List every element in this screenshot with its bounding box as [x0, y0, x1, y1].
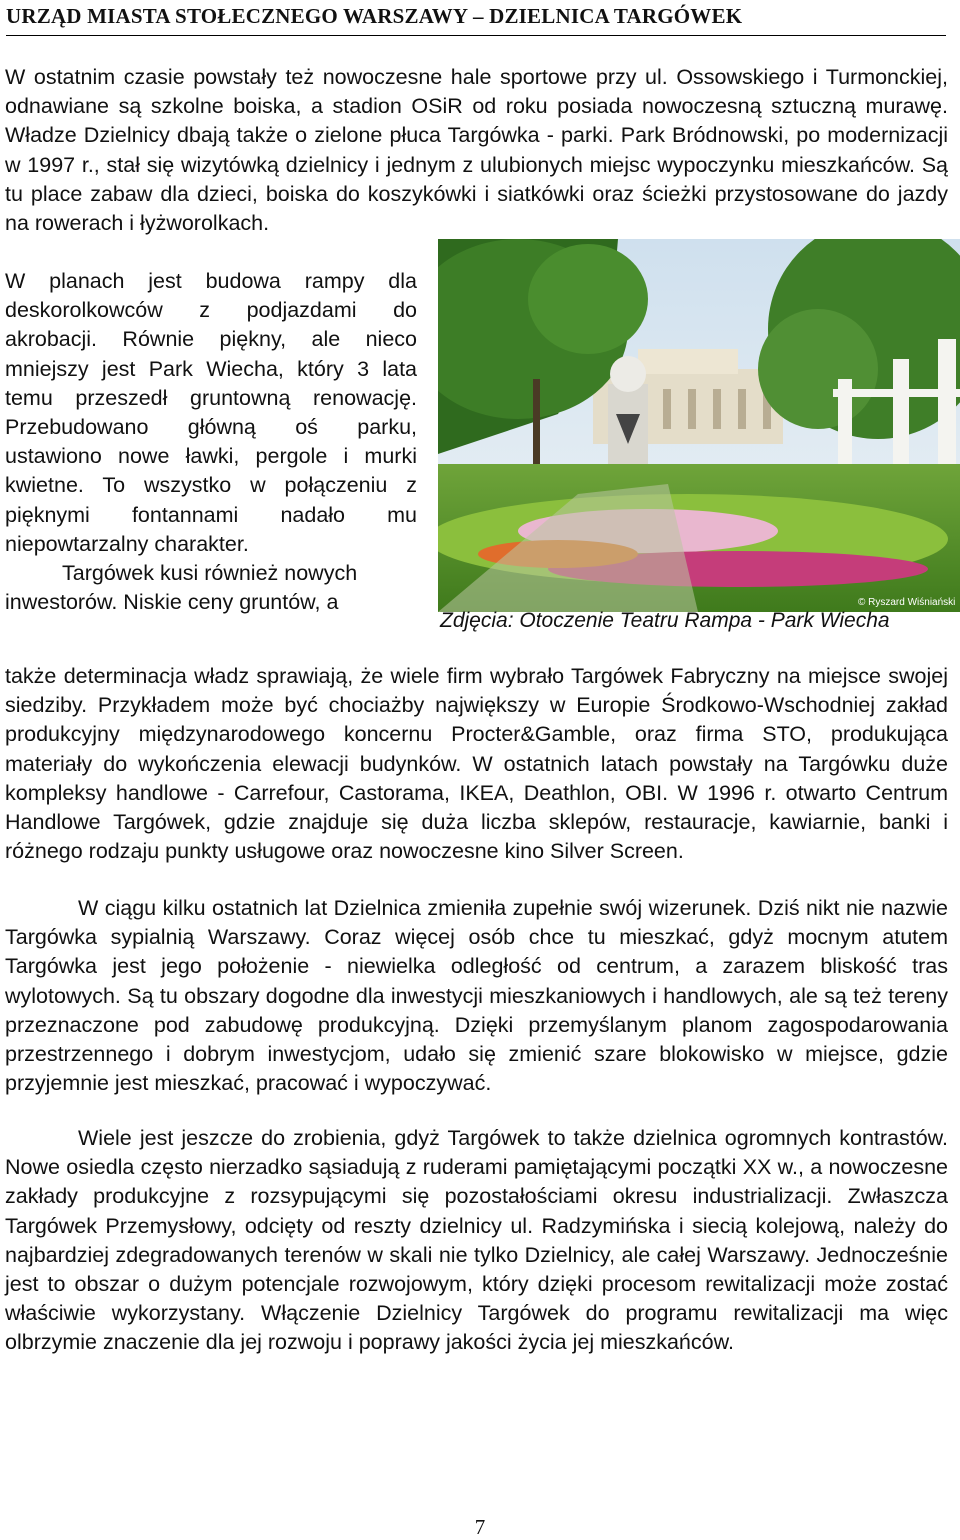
paragraph-parks: W ostatnim czasie powstały też nowoczesne hale sportowe przy ul. Ossowskiego i Turmonckiej, odnawiane są szkolne boiska, a stadion OSiR od roku posiada nowoczesną sztuczną murawę. Władze Dzielnicy dbają także o zielone płuca Targówka - parki. Park Bródnowski, po modernizacji w 1997 r., stał się wizytówką dzielnicy i jednym z ulubionych miejsc wypoczynku mieszkańców. Są tu place zabaw dla dzieci, boiska do koszykówki i siatkówki oraz ścieżki przystosowane do jazdy na rowerach i łyżworolkach.	[5, 65, 948, 236]
paragraph-investors: także determinacja władz sprawiają, że wiele firm wybrało Targówek Fabryczny na miejsce swojej siedziby. Przykładem może być chociażby największy w Europie Środkowo-Wschodniej zakład produkcyjny międzynarodowego koncernu Procter&Gamble, oraz firma STO, produkująca materiały do wykończenia elewacji budynków. W ostatnich latach powstały na Targówku duże kompleksy handlowe - Carrefour, Castorama, IKEA, Deathlon, OBI. W 1996 r. otwarto Centrum Handlowe Targówek, gdzie znajduje się duża liczba sklepów, restauracje, kawiarnie, banki i różnego rodzaju punkty usługowe oraz nowoczesne kino Silver Screen.	[5, 664, 948, 864]
park-wiecha-photo	[438, 239, 960, 612]
document-header: URZĄD MIASTA STOŁECZNEGO WARSZAWY – DZIELNICA TARGÓWEK	[6, 4, 946, 36]
left-column-text	[5, 267, 417, 617]
paragraph-investors-start: Targówek kusi również nowych inwestorów. Niskie ceny gruntów, a	[5, 561, 358, 615]
photo-caption: Zdjęcia: Otoczenie Teatru Rampa - Park Wiecha	[440, 609, 890, 632]
page-number: 7	[474, 1515, 486, 1539]
paragraph-image-change: W ciągu kilku ostatnich lat Dzielnica zmieniła zupełnie swój wizerunek. Dziś nikt nie nazwie Targówka sypialnią Warszawy. Coraz więcej osób chce tu mieszkać, gdyż mocnym atutem Targówka jest jego położenie - niewielka odległość od centrum, a zarazem bliskość tras wylotowych. Są tu obszary dogodne dla inwestycji mieszkaniowych i handlowych, ale są też tereny przeznaczone pod zabudowę produkcyjną. Dzięki przemyślanym planom zagospodarowania przestrzennego i dobrym inwestycjom, udało się zmienić szare blokowisko w miejsce, gdzie przyjemnie jest mieszkać, pracować i wypoczywać.	[5, 896, 948, 1096]
paragraph-park-wiecha: W planach jest budowa rampy dla deskorolkowców z podjazdami do akrobacji. Równie piękny, ale nieco mniejszy jest Park Wiecha, który 3 lata temu przeszedł gruntowną renowację. Przebudowano główną oś parku, ustawiono nowe ławki, pergole i murki kwietne. To wszystko w połączeniu z pięknymi fontannami nadało mu niepowtarzalny charakter.	[5, 269, 417, 556]
photo-watermark: © Ryszard Wiśniański	[858, 597, 956, 608]
paragraph-contrasts: Wiele jest jeszcze do zrobienia, gdyż Targówek to także dzielnica ogromnych kontrastów. Nowe osiedla często nierzadko sąsiadują z ruderami pamiętającymi początki XX w., a nowoczesne zakłady produkcyjne z rozsypującymi się pozostałościami okresu industrializacji. Zwłaszcza Targówek Przemysłowy, odcięty od reszty dzielnicy ul. Radzymińska i siecią kolejową, należy do najbardziej zdegradowanych terenów w skali nie tylko Dzielnicy, ale całej Warszawy. Jednocześnie jest to obszar o dużym potencjale rozwojowym, który dzięki procesom rewitalizacji może zostać właściwie wykorzystany. Włączenie Dzielnicy Targówek do programu rewitalizacji ma więc olbrzymie znaczenie dla jej rozwoju i poprawy jakości życia jej mieszkańców.	[5, 1126, 948, 1355]
